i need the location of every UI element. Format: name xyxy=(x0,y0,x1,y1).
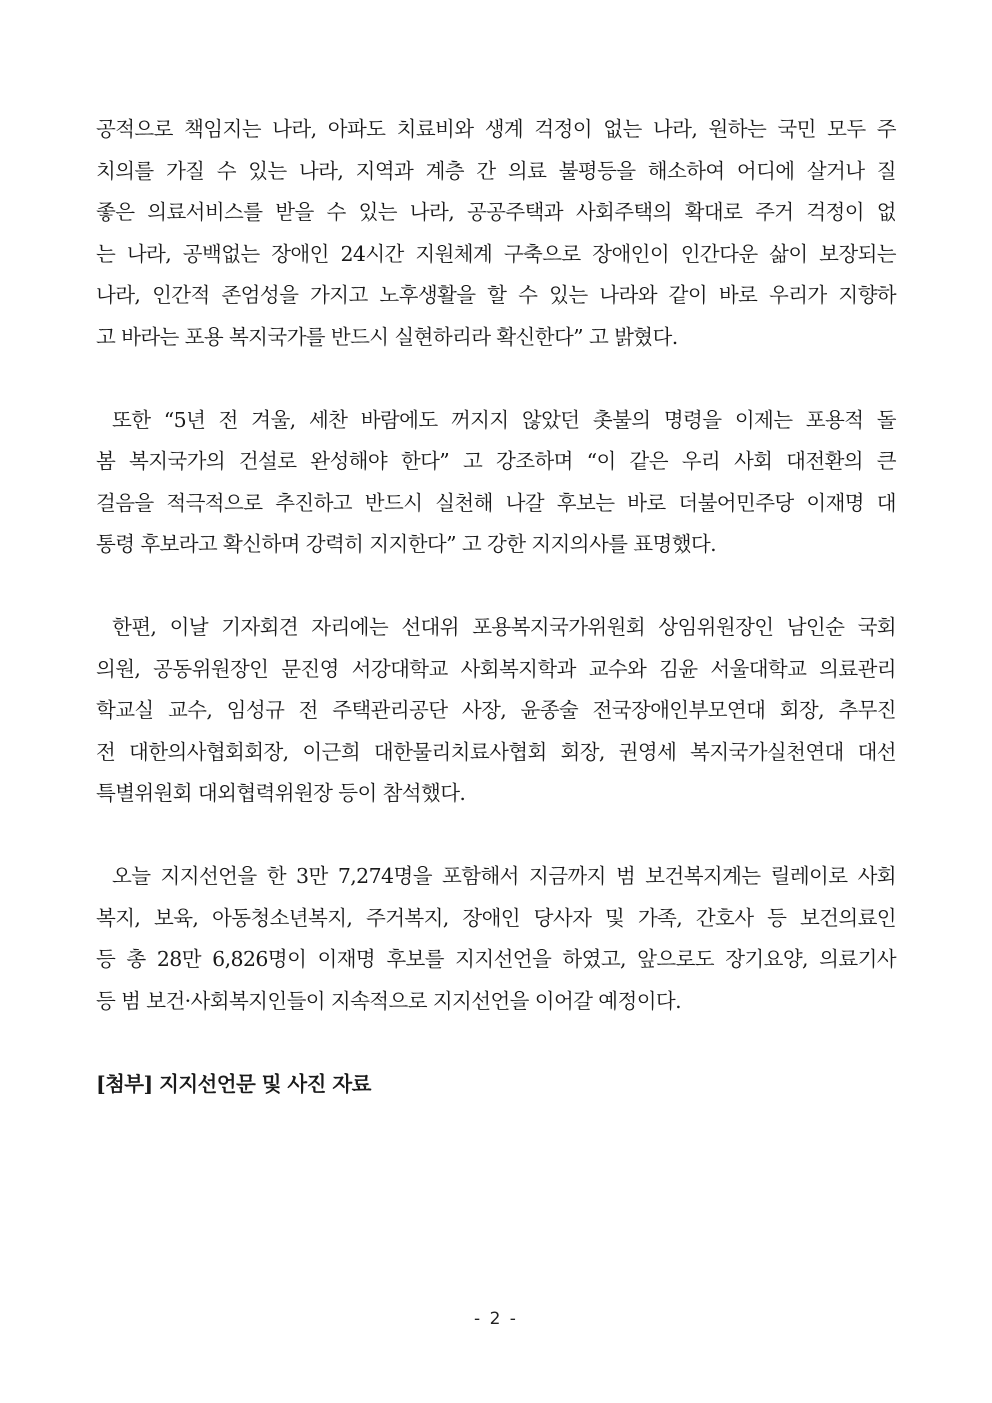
paragraph-2 xyxy=(96,400,896,566)
paragraph-3 xyxy=(96,607,896,815)
text-line: 의원, 공동위원장인 문진영 서강대학교 사회복지학과 교수와 김윤 서울대학교 의료관리 xyxy=(96,656,896,681)
paragraph-4 xyxy=(96,856,896,1022)
text-line: 는 나라, 공백없는 장애인 24시간 지원체계 구축으로 장애인이 인간다운 삶이 보장되는 xyxy=(96,241,896,266)
paragraph-gap xyxy=(96,815,896,857)
text-line: 학교실 교수, 임성규 전 주택관리공단 사장, 윤종술 전국장애인부모연대 회장, 추무진 xyxy=(96,698,896,722)
text-line: 오늘 지지선언을 한 3만 7,274명을 포함해서 지금까지 범 보건복지계는 릴레이로 사회 xyxy=(112,864,896,888)
text-line: 좋은 의료서비스를 받을 수 있는 나라, 공공주택과 사회주택의 확대로 주거 걱정이 없 xyxy=(96,200,896,224)
text-line: 공적으로 책임지는 나라, 아파도 치료비와 생계 걱정이 없는 나라, 원하는 국민 모두 주 xyxy=(96,117,896,141)
text-line: 등 총 28만 6,826명이 이재명 후보를 지지선언을 하였고, 앞으로도 장기요양, 의료기사 xyxy=(96,947,896,971)
text-line: 등 범 보건·사회복지인들이 지속적으로 지지선언을 이어갈 예정이다. xyxy=(96,988,682,1013)
text-line: 특별위원회 대외협력위원장 등이 참석했다. xyxy=(96,781,466,805)
text-line: 또한 “5년 전 겨울, 세찬 바람에도 꺼지지 않았던 촛불의 명령을 이제는 포용적 돌 xyxy=(112,407,896,432)
paragraph-gap xyxy=(96,1022,896,1064)
text-line: 나라, 인간적 존엄성을 가지고 노후생활을 할 수 있는 나라와 같이 바로 우리가 지향하 xyxy=(96,283,896,307)
text-line: 통령 후보라고 확신하며 강력히 지지한다” 고 강한 지지의사를 표명했다. xyxy=(96,532,717,556)
text-line: 치의를 가질 수 있는 나라, 지역과 계층 간 의료 불평등을 해소하여 어디에 살거나 질 xyxy=(96,158,896,183)
page-number: - 2 - xyxy=(474,1309,518,1329)
paragraph-gap xyxy=(96,358,896,400)
document-body xyxy=(96,109,896,1105)
paragraph-gap xyxy=(96,566,896,608)
text-line: 걸음을 적극적으로 추진하고 반드시 실천해 나갈 후보는 바로 더불어민주당 이재명 대 xyxy=(96,490,896,515)
paragraph-1 xyxy=(96,109,896,358)
text-line: 전 대한의사협회회장, 이근희 대한물리치료사협회 회장, 권영세 복지국가실천연대 대선 xyxy=(96,739,896,764)
text-line: 복지, 보육, 아동청소년복지, 주거복지, 장애인 당사자 및 가족, 간호사 등 보건의료인 xyxy=(96,905,896,930)
text-line: 고 바라는 포용 복지국가를 반드시 실현하리라 확신한다” 고 밝혔다. xyxy=(96,324,678,349)
text-line: 봄 복지국가의 건설로 완성해야 한다” 고 강조하며 “이 같은 우리 사회 대전환의 큰 xyxy=(96,449,896,473)
text-line: 한편, 이날 기자회견 자리에는 선대위 포용복지국가위원회 상임위원장인 남인순 국회 xyxy=(112,615,896,639)
attachment-heading: [첨부] 지지선언문 및 사진 자료 xyxy=(96,1071,371,1096)
